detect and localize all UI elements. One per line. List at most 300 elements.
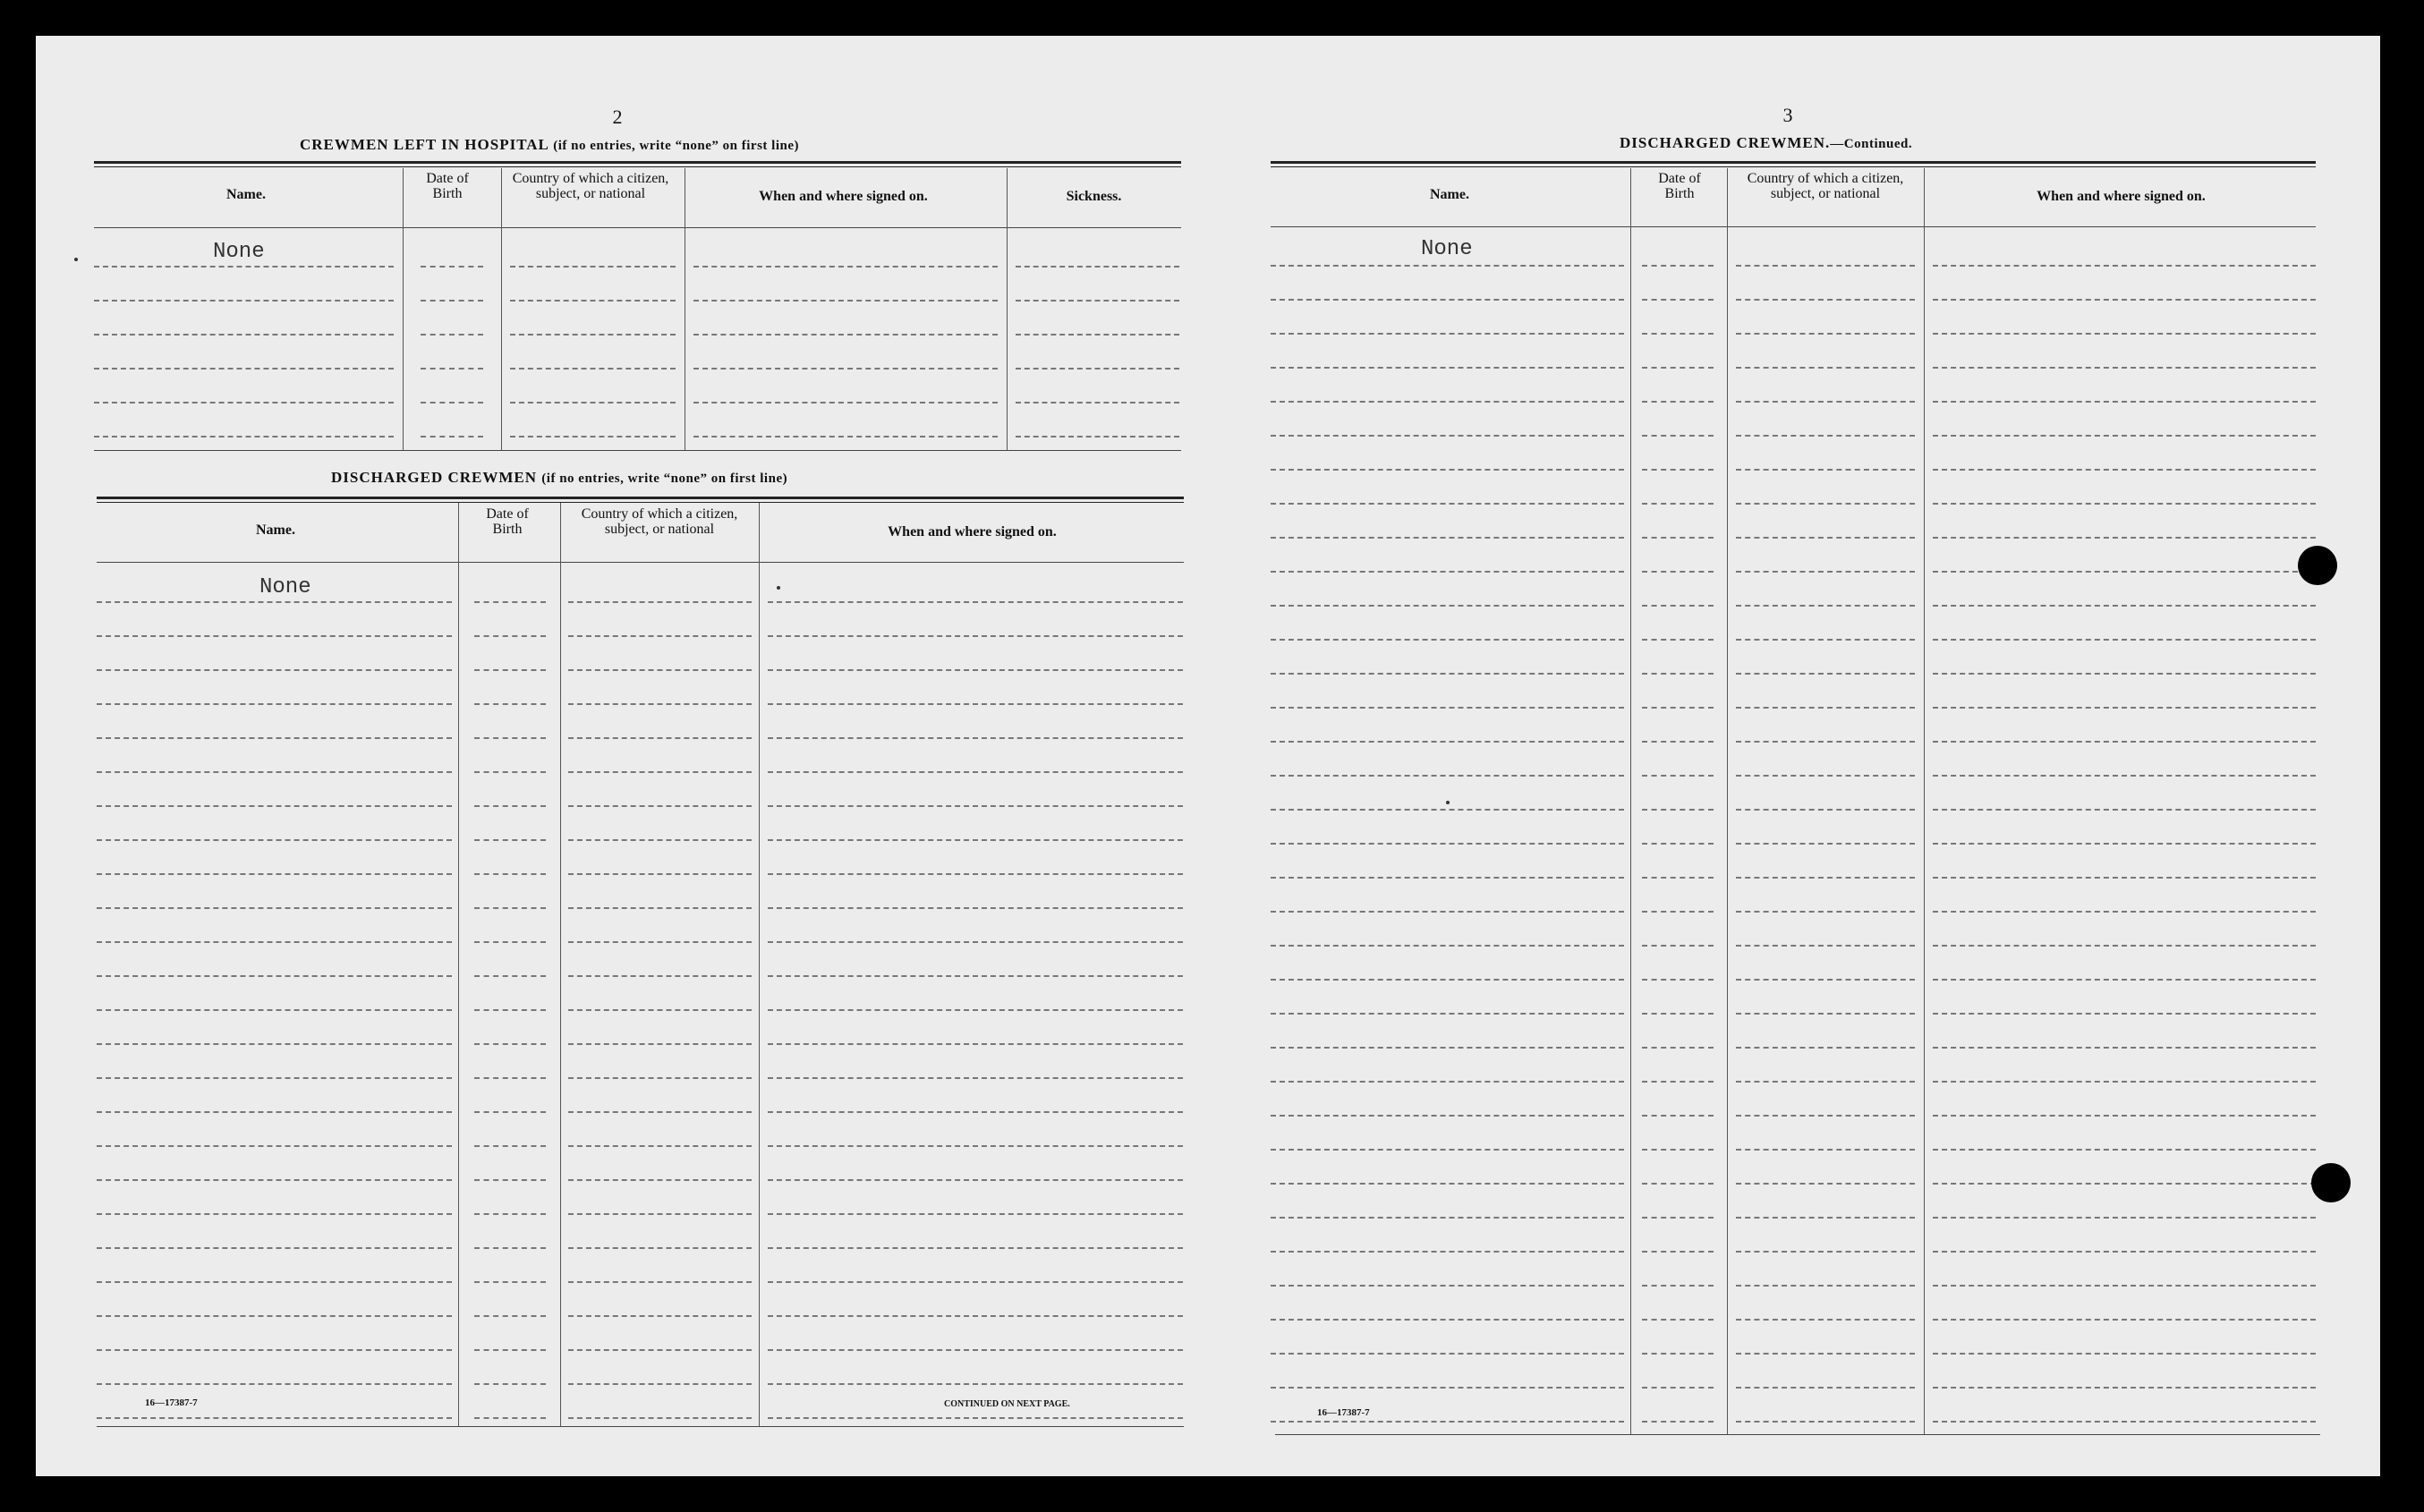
discharged-rule-line [474, 1417, 546, 1419]
right-rule-line [1642, 435, 1714, 437]
right-rule-line [1736, 979, 1915, 981]
hospital-title-note: (if no entries, write “none” on first line) [553, 139, 799, 153]
right-rule-line [1736, 605, 1915, 607]
right-rule-line [1933, 639, 2316, 641]
discharged-rule-line [474, 1383, 546, 1385]
discharged-rule-line [768, 737, 1183, 739]
right-rule-line [1642, 571, 1714, 573]
discharged-col-name: Name. [256, 522, 295, 538]
discharged-rule-line [568, 1213, 752, 1215]
right-rule-line [1933, 1319, 2316, 1321]
discharged-rule-line [568, 1281, 752, 1283]
right-rule-line [1271, 401, 1624, 403]
right-rule-line [1736, 367, 1915, 369]
discharged-rule-line [474, 873, 546, 875]
right-rule-line [1642, 775, 1714, 777]
right-rule-line [1933, 877, 2316, 879]
right-rule-line [1642, 1047, 1714, 1049]
right-rule-line [1642, 537, 1714, 539]
right-rule-line [1736, 265, 1915, 267]
right-rule-line [1271, 333, 1624, 335]
discharged-rule-line [768, 601, 1183, 603]
discharged-rule-line [768, 805, 1183, 807]
discharged-rule-line [568, 1179, 752, 1181]
hospital-rule-line [1016, 334, 1179, 336]
discharged-rule-line [568, 1315, 752, 1317]
discharged-first-entry: None [259, 575, 311, 599]
hospital-rule-line [510, 402, 676, 403]
discharged-rule-line [97, 1417, 452, 1419]
right-rule-line [1271, 1149, 1624, 1151]
left-form-number: 16—17387-7 [145, 1397, 198, 1408]
discharged-rule-line [768, 1009, 1183, 1011]
right-rule-line [1736, 1013, 1915, 1015]
discharged-rule-line [568, 771, 752, 773]
hospital-rule-line [510, 436, 676, 437]
right-rule-line [1736, 639, 1915, 641]
hospital-rule-line [510, 266, 676, 268]
right-rule-line [1642, 503, 1714, 505]
discharged-rule-line [568, 1009, 752, 1011]
discharged-rule-line [568, 635, 752, 637]
right-rule-line [1271, 1285, 1624, 1287]
right-rule-line [1271, 911, 1624, 913]
right-rule-line [1933, 707, 2316, 709]
discharged-rule-line [474, 669, 546, 671]
discharged-rule-line [474, 1111, 546, 1113]
left-page-number: 2 [612, 106, 623, 128]
right-rule-line [1933, 367, 2316, 369]
right-rule-line [1642, 1387, 1714, 1389]
hospital-col-country: Country of which a citizen, subject, or national [512, 171, 669, 201]
right-rule-line [1736, 1047, 1915, 1049]
right-rule-line [1736, 843, 1915, 845]
discharged-title-text: DISCHARGED CREWMEN [331, 469, 538, 486]
hospital-rule-line [1016, 300, 1179, 302]
right-rule-line [1271, 639, 1624, 641]
discharged-bottom-rule [97, 1426, 1184, 1427]
discharged-rule-line [768, 1281, 1183, 1283]
right-rule-line [1271, 1183, 1624, 1185]
continued-note: CONTINUED ON NEXT PAGE. [944, 1399, 1070, 1409]
right-divider-2 [1727, 168, 1728, 1434]
hospital-rule-line [421, 334, 483, 336]
right-rule-line [1736, 571, 1915, 573]
right-rule-line [1933, 1217, 2316, 1219]
hospital-rule-line [510, 334, 676, 336]
hospital-rule-line [421, 402, 483, 403]
discharged-rule-line [474, 907, 546, 909]
right-rule-line [1736, 333, 1915, 335]
discharged-top-rule [97, 497, 1184, 503]
discharged-rule-line [97, 907, 452, 909]
right-rule-line [1642, 741, 1714, 743]
discharged-rule-line [768, 1111, 1183, 1113]
discharged-rule-line [768, 669, 1183, 671]
discharged-rule-line [768, 635, 1183, 637]
discharged-rule-line [474, 737, 546, 739]
hospital-rule-line [94, 436, 394, 437]
hospital-rule-line [94, 266, 394, 268]
right-rule-line [1933, 605, 2316, 607]
right-rule-line [1271, 1421, 1624, 1423]
right-rule-line [1933, 1183, 2316, 1185]
right-rule-line [1642, 1353, 1714, 1355]
right-rule-line [1642, 1081, 1714, 1083]
discharged-rule-line [568, 1417, 752, 1419]
right-rule-line [1271, 843, 1624, 845]
hospital-rule-line [693, 266, 998, 268]
punch-hole-top [2298, 546, 2337, 585]
discharged-rule-line [97, 1111, 452, 1113]
right-rule-line [1736, 707, 1915, 709]
discharged-rule-line [97, 601, 452, 603]
right-rule-line [1933, 1285, 2316, 1287]
right-rule-line [1933, 1013, 2316, 1015]
right-rule-line [1642, 877, 1714, 879]
right-rule-line [1271, 299, 1624, 301]
hospital-rule-line [94, 368, 394, 370]
speck-2 [777, 586, 780, 590]
hospital-col-sickness: Sickness. [1066, 189, 1122, 204]
right-rule-line [1271, 945, 1624, 947]
discharged-rule-line [768, 703, 1183, 705]
right-rule-line [1736, 469, 1915, 471]
speck-3 [1446, 801, 1450, 804]
discharged-rule-line [97, 1009, 452, 1011]
hospital-rule-line [1016, 266, 1179, 268]
discharged-rule-line [97, 1077, 452, 1079]
discharged-rule-line [474, 975, 546, 977]
right-rule-line [1642, 1183, 1714, 1185]
right-form-number: 16—17387-7 [1317, 1407, 1370, 1418]
right-rule-line [1271, 571, 1624, 573]
right-rule-line [1642, 1115, 1714, 1117]
discharged-divider-2 [560, 503, 561, 1426]
right-rule-line [1642, 1149, 1714, 1151]
discharged-rule-line [568, 907, 752, 909]
right-rule-line [1736, 1217, 1915, 1219]
discharged-rule-line [768, 1077, 1183, 1079]
right-rule-line [1271, 265, 1624, 267]
right-rule-line [1271, 1319, 1624, 1321]
right-rule-line [1271, 537, 1624, 539]
right-rule-line [1642, 673, 1714, 675]
right-rule-line [1736, 1149, 1915, 1151]
right-rule-line [1736, 1353, 1915, 1355]
discharged-rule-line [768, 907, 1183, 909]
right-rule-line [1933, 1115, 2316, 1117]
right-rule-line [1642, 1421, 1714, 1423]
right-rule-line [1933, 1149, 2316, 1151]
discharged-rule-line [97, 669, 452, 671]
discharged-rule-line [97, 975, 452, 977]
right-rule-line [1271, 1251, 1624, 1253]
right-rule-line [1271, 1353, 1624, 1355]
discharged-rule-line [97, 941, 452, 943]
discharged-rule-line [97, 839, 452, 841]
discharged-rule-line [97, 1281, 452, 1283]
right-rule-line [1271, 1217, 1624, 1219]
hospital-rule-line [94, 334, 394, 336]
discharged-rule-line [474, 1179, 546, 1181]
right-rule-line [1933, 571, 2316, 573]
right-rule-line [1933, 979, 2316, 981]
discharged-rule-line [97, 805, 452, 807]
right-rule-line [1736, 1183, 1915, 1185]
right-rule-line [1933, 469, 2316, 471]
right-rule-line [1271, 775, 1624, 777]
discharged-col-country: Country of which a citizen, subject, or national [581, 506, 738, 537]
right-rule-line [1933, 265, 2316, 267]
hospital-rule-line [510, 300, 676, 302]
right-rule-line [1933, 741, 2316, 743]
right-rule-line [1736, 673, 1915, 675]
right-rule-line [1933, 775, 2316, 777]
right-rule-line [1271, 1047, 1624, 1049]
right-rule-line [1736, 809, 1915, 811]
right-rule-line [1642, 945, 1714, 947]
right-rule-line [1642, 1013, 1714, 1015]
hospital-rule-line [693, 334, 998, 336]
discharged-title-note: (if no entries, write “none” on first line) [541, 471, 788, 486]
right-rule-line [1736, 435, 1915, 437]
document-sheet [36, 36, 2380, 1476]
right-rule-line [1736, 503, 1915, 505]
right-top-rule [1271, 161, 2316, 167]
hospital-rule-line [1016, 402, 1179, 403]
discharged-rule-line [568, 1145, 752, 1147]
discharged-rule-line [568, 873, 752, 875]
discharged-rule-line [97, 1315, 452, 1317]
hospital-header-rule [94, 227, 1181, 228]
discharged-rule-line [568, 703, 752, 705]
right-rule-line [1642, 911, 1714, 913]
hospital-top-rule [94, 161, 1181, 167]
right-rule-line [1933, 401, 2316, 403]
discharged-rule-line [474, 1349, 546, 1351]
right-rule-line [1736, 877, 1915, 879]
right-rule-line [1271, 741, 1624, 743]
hospital-rule-line [510, 368, 676, 370]
right-rule-line [1736, 1387, 1915, 1389]
discharged-rule-line [97, 873, 452, 875]
right-rule-line [1933, 1387, 2316, 1389]
discharged-rule-line [474, 601, 546, 603]
right-rule-line [1933, 945, 2316, 947]
discharged-rule-line [568, 1349, 752, 1351]
right-rule-line [1642, 1285, 1714, 1287]
discharged-rule-line [474, 1281, 546, 1283]
discharged-divider-1 [458, 503, 459, 1426]
right-rule-line [1642, 469, 1714, 471]
discharged-rule-line [474, 839, 546, 841]
hospital-title-text: CREWMEN LEFT IN HOSPITAL [300, 136, 549, 153]
discharged-rule-line [768, 1213, 1183, 1215]
discharged-rule-line [568, 941, 752, 943]
hospital-rule-line [693, 300, 998, 302]
right-page-number: 3 [1782, 104, 1793, 126]
discharged-rule-line [97, 1247, 452, 1249]
right-rule-line [1642, 1251, 1714, 1253]
right-rule-line [1736, 299, 1915, 301]
discharged-rule-line [568, 975, 752, 977]
discharged-rule-line [768, 1315, 1183, 1317]
right-col-country: Country of which a citizen, subject, or national [1747, 171, 1904, 201]
discharged-divider-3 [759, 503, 760, 1426]
hospital-col-signed: When and where signed on. [759, 189, 928, 204]
right-rule-line [1933, 537, 2316, 539]
discharged-section-title [331, 469, 787, 487]
right-rule-line [1642, 401, 1714, 403]
right-col-dob: Date of Birth [1658, 171, 1701, 201]
right-rule-line [1642, 367, 1714, 369]
discharged-rule-line [474, 771, 546, 773]
right-rule-line [1933, 1047, 2316, 1049]
right-rule-line [1642, 299, 1714, 301]
hospital-rule-line [421, 436, 483, 437]
discharged-rule-line [568, 1247, 752, 1249]
discharged-rule-line [568, 669, 752, 671]
right-rule-line [1933, 843, 2316, 845]
right-rule-line [1736, 1319, 1915, 1321]
hospital-section-title [300, 136, 799, 154]
discharged-rule-line [474, 1247, 546, 1249]
right-rule-line [1933, 1081, 2316, 1083]
discharged-rule-line [97, 1043, 452, 1045]
hospital-rule-line [1016, 436, 1179, 437]
discharged-rule-line [568, 1043, 752, 1045]
discharged-rule-line [97, 1179, 452, 1181]
discharged-rule-line [768, 839, 1183, 841]
right-rule-line [1271, 1013, 1624, 1015]
discharged-rule-line [568, 805, 752, 807]
discharged-rule-line [768, 771, 1183, 773]
hospital-divider-4 [1007, 168, 1008, 450]
hospital-rule-line [693, 368, 998, 370]
right-rule-line [1736, 537, 1915, 539]
discharged-rule-line [474, 1077, 546, 1079]
hospital-divider-1 [403, 168, 404, 450]
right-rule-line [1933, 503, 2316, 505]
right-divider-1 [1630, 168, 1631, 1434]
right-rule-line [1736, 1251, 1915, 1253]
right-rule-line [1271, 1081, 1624, 1083]
discharged-rule-line [474, 941, 546, 943]
discharged-rule-line [768, 873, 1183, 875]
discharged-rule-line [768, 1247, 1183, 1249]
right-rule-line [1642, 843, 1714, 845]
right-rule-line [1933, 333, 2316, 335]
right-rule-line [1642, 333, 1714, 335]
discharged-rule-line [97, 1213, 452, 1215]
right-bottom-rule [1275, 1434, 2320, 1435]
right-rule-line [1736, 1421, 1915, 1423]
right-rule-line [1933, 1421, 2316, 1423]
right-rule-line [1271, 435, 1624, 437]
right-rule-line [1642, 809, 1714, 811]
discharged-rule-line [97, 1349, 452, 1351]
right-section-title [1620, 134, 1912, 152]
discharged-rule-line [768, 1145, 1183, 1147]
discharged-rule-line [768, 1417, 1183, 1419]
speck-1 [74, 258, 78, 261]
right-rule-line [1271, 1387, 1624, 1389]
right-rule-line [1271, 673, 1624, 675]
hospital-rule-line [94, 300, 394, 302]
discharged-rule-line [97, 1145, 452, 1147]
right-rule-line [1736, 911, 1915, 913]
right-rule-line [1642, 605, 1714, 607]
right-rule-line [1933, 809, 2316, 811]
discharged-rule-line [97, 1383, 452, 1385]
right-rule-line [1736, 1081, 1915, 1083]
discharged-rule-line [568, 1077, 752, 1079]
hospital-rule-line [421, 368, 483, 370]
discharged-rule-line [474, 805, 546, 807]
discharged-rule-line [474, 1315, 546, 1317]
discharged-col-signed: When and where signed on. [888, 524, 1057, 539]
right-rule-line [1736, 741, 1915, 743]
right-rule-line [1642, 639, 1714, 641]
discharged-rule-line [768, 1383, 1183, 1385]
discharged-rule-line [474, 703, 546, 705]
discharged-rule-line [768, 1349, 1183, 1351]
right-first-entry: None [1421, 237, 1473, 261]
discharged-rule-line [768, 1043, 1183, 1045]
discharged-rule-line [97, 635, 452, 637]
right-rule-line [1736, 1115, 1915, 1117]
discharged-rule-line [474, 1009, 546, 1011]
right-rule-line [1933, 1251, 2316, 1253]
right-rule-line [1642, 979, 1714, 981]
discharged-rule-line [97, 703, 452, 705]
right-rule-line [1642, 1217, 1714, 1219]
hospital-col-dob: Date of Birth [426, 171, 469, 201]
discharged-rule-line [768, 975, 1183, 977]
discharged-rule-line [768, 941, 1183, 943]
right-header-rule [1271, 226, 2316, 227]
right-title-text: DISCHARGED CREWMEN. [1620, 134, 1831, 151]
right-rule-line [1736, 945, 1915, 947]
punch-hole-bottom [2311, 1163, 2351, 1202]
discharged-col-dob: Date of Birth [486, 506, 529, 537]
hospital-rule-line [94, 402, 394, 403]
hospital-rule-line [693, 436, 998, 437]
right-rule-line [1642, 1319, 1714, 1321]
discharged-rule-line [568, 737, 752, 739]
discharged-rule-line [474, 635, 546, 637]
hospital-rule-line [421, 300, 483, 302]
right-rule-line [1933, 435, 2316, 437]
right-rule-line [1271, 877, 1624, 879]
right-col-name: Name. [1430, 187, 1469, 202]
discharged-rule-line [568, 1111, 752, 1113]
discharged-rule-line [568, 839, 752, 841]
right-rule-line [1271, 367, 1624, 369]
right-rule-line [1271, 809, 1624, 811]
right-rule-line [1271, 605, 1624, 607]
discharged-rule-line [768, 1179, 1183, 1181]
right-rule-line [1642, 265, 1714, 267]
right-rule-line [1271, 1115, 1624, 1117]
hospital-divider-2 [501, 168, 502, 450]
right-rule-line [1642, 707, 1714, 709]
discharged-rule-line [97, 737, 452, 739]
right-rule-line [1271, 707, 1624, 709]
right-rule-line [1736, 401, 1915, 403]
discharged-rule-line [474, 1043, 546, 1045]
